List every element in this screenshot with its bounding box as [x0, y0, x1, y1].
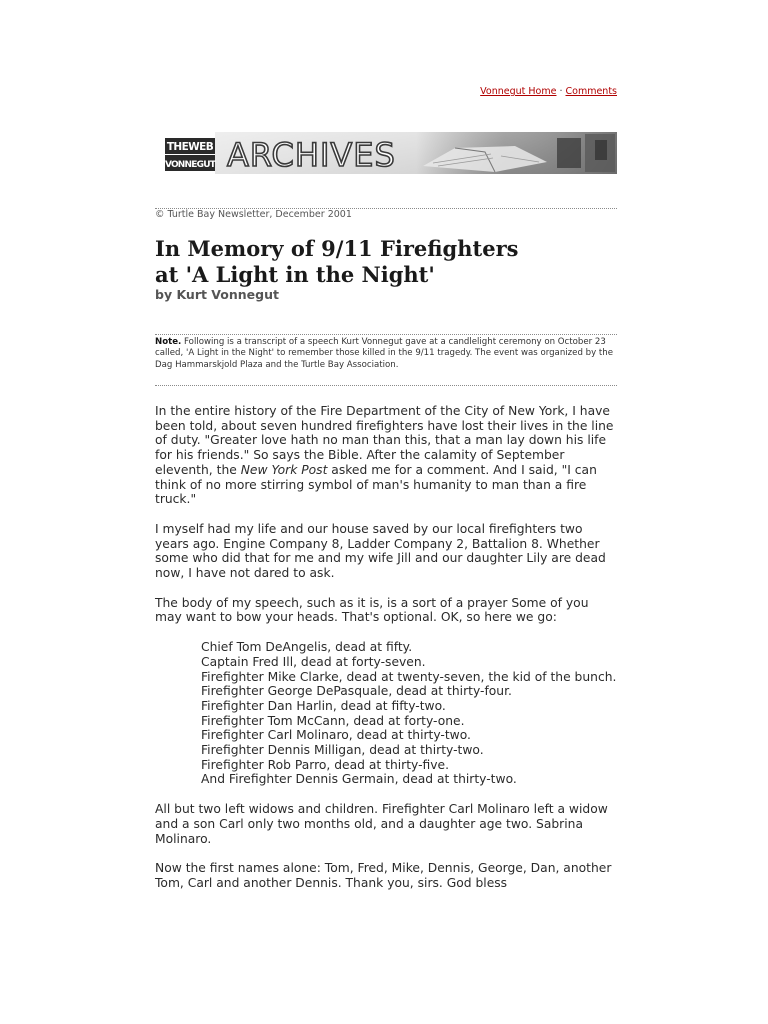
- top-nav: [480, 86, 617, 97]
- list-item: Captain Fred Ill, dead at forty-seven.: [201, 654, 426, 669]
- list-item: Firefighter Dan Harlin, dead at fifty-two.: [201, 698, 446, 713]
- archives-banner: [155, 132, 617, 174]
- title-line-2: at 'A Light in the Night': [155, 262, 435, 287]
- comments-link[interactable]: Comments: [565, 86, 617, 97]
- article-title: [155, 236, 617, 288]
- firefighter-names-list: [201, 640, 617, 787]
- paragraph-1: [155, 404, 617, 507]
- copyright-line: © Turtle Bay Newsletter, December 2001: [155, 209, 352, 220]
- article-body: [155, 404, 617, 906]
- logo-line2: VONNEGUT: [164, 160, 216, 170]
- nav-separator: ·: [559, 86, 563, 97]
- title-line-1: In Memory of 9/11 Firefighters: [155, 236, 519, 261]
- note-label: Note.: [155, 337, 182, 347]
- list-item: Firefighter George DePasquale, dead at thirty-four.: [201, 684, 512, 699]
- paragraph-5: Now the first names alone: Tom, Fred, Mike, Dennis, George, Dan, another Tom, Carl and another Dennis. Thank you, sirs. God bless: [155, 861, 612, 890]
- list-item: Firefighter Dennis Milligan, dead at thirty-two.: [201, 743, 484, 758]
- divider-note-bottom: [155, 385, 617, 386]
- archives-word: ARCHIVES: [227, 136, 396, 174]
- paragraph-4: All but two left widows and children. Firefighter Carl Molinaro left a widow and a son Carl only two months old, and a daughter age two. Sabrina Molinaro.: [155, 802, 608, 846]
- vonnegut-home-link[interactable]: Vonnegut Home: [480, 86, 557, 97]
- paragraph-1-text-b: asked me for a comment. And I said, "I can think of no more stirring symbol of man's humanity to man than a fire truck.": [155, 462, 597, 507]
- editor-note: [155, 337, 617, 371]
- list-item: And Firefighter Dennis Germain, dead at thirty-two.: [201, 772, 517, 787]
- divider-note-top: [155, 334, 617, 335]
- list-item: Firefighter Carl Molinaro, dead at thirty-two.: [201, 728, 471, 743]
- list-item: Firefighter Tom McCann, dead at forty-one.: [201, 713, 465, 728]
- list-item: Chief Tom DeAngelis, dead at fifty.: [201, 640, 413, 655]
- list-item: Firefighter Rob Parro, dead at thirty-five.: [201, 757, 450, 772]
- web-vonnegut-logo: [165, 138, 217, 171]
- list-item: Firefighter Mike Clarke, dead at twenty-seven, the kid of the bunch.: [201, 669, 617, 684]
- paragraph-2: I myself had my life and our house saved by our local firefighters two years ago. Engine Company 8, Ladder Company 2, Battalion 8. Whether some who did that for me and my wife Jill and our daughter Lily are dead now, I have not dared to ask.: [155, 521, 606, 581]
- newspaper-title: New York Post: [240, 462, 328, 477]
- paragraph-3: The body of my speech, such as it is, is a sort of a prayer Some of you may want to bow your heads. That's optional. OK, so here we go:: [155, 595, 589, 625]
- note-text: Following is a transcript of a speech Kurt Vonnegut gave at a candlelight ceremony on October 23 called, 'A Light in the Night' to remember those killed in the 9/11 tragedy. The event was organized by the Dag Hammarskjold Plaza and the Turtle Bay Association.: [155, 337, 614, 370]
- byline: by Kurt Vonnegut: [155, 287, 279, 302]
- logo-line1: THEWEB: [166, 141, 214, 153]
- paragraph-1-text-a: In the entire history of the Fire Department of the City of New York, I have been told, about seven hundred firefighters have lost their lives in the line of duty. "Greater love hath no man than this, that a man lay down his life for his friends." So says the Bible. After the calamity of September eleventh, the: [155, 404, 614, 477]
